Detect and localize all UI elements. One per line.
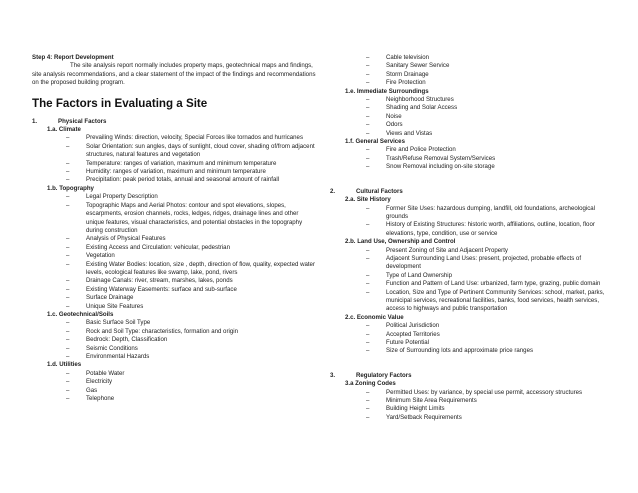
list-item [330,205,614,222]
list-item [330,130,614,138]
list-item [32,286,318,294]
general-services-list [330,146,614,171]
list-item-text: Bedrock: Depth, Classification [86,336,168,344]
list-item [32,294,318,302]
topography-list [32,193,318,311]
list-item [330,62,614,70]
list-item-text: Neighborhood Structures [386,96,454,104]
dash-bullet: – [66,193,70,201]
dash-bullet: – [366,154,370,162]
list-item-text: Present Zoning of Site and Adjacent Property [386,246,508,254]
utilities-list [32,370,318,404]
list-item-text: Noise [386,112,402,120]
dash-bullet: – [366,104,370,112]
list-item [330,121,614,129]
spacer [330,356,614,366]
list-item [330,146,614,154]
list-item-text: Political Jurisdiction [386,322,440,330]
dash-bullet: – [366,322,370,330]
list-item-text: Temperature: ranges of variation, maximum and minimum temperature [86,159,277,167]
list-item-text: Future Potential [386,339,430,346]
list-item [32,261,318,278]
list-item-text: Fire Protection [386,79,426,87]
dash-bullet: – [366,405,370,413]
list-item-text: Existing Water Bodies: location, size , depth, direction of flow, quality, expected water levels, ecological features like swamp, lake, pond, rivers [86,260,315,276]
site-history-list [330,205,614,239]
subsection-economic-value: 2.c. Economic Value [345,313,404,321]
dash-bullet: – [66,252,70,260]
list-item-text: Seismic Conditions [86,344,138,352]
list-item-text: Prevailing Winds: direction, velocity, Special Forces like tornados and hurricanes [86,134,303,142]
dash-bullet: – [366,54,370,61]
dash-bullet: – [366,271,370,279]
dash-bullet: – [366,347,370,355]
list-item [32,202,318,236]
list-item-text: Unique Site Features [86,302,144,310]
dash-bullet: – [66,319,70,327]
economic-list [330,322,614,356]
dash-bullet: – [66,302,70,310]
dash-bullet: – [366,163,370,171]
list-item [330,54,614,62]
list-item [330,322,614,330]
dash-bullet: – [66,134,70,142]
list-item [32,370,318,378]
dash-bullet: – [66,336,70,344]
utilities-list-continued [330,54,614,88]
list-item-text: History of Existing Structures: historic worth, affiliations, outline, location, floor elevations, type, condition, use or service [386,221,595,237]
list-item-text: Accepted Territories [386,330,440,338]
list-item [32,143,318,160]
list-item-text: Surface Drainage [86,294,134,302]
list-item [330,272,614,280]
dash-bullet: – [366,246,370,254]
dash-bullet: – [366,288,370,296]
climate-list [32,134,318,184]
list-item [32,176,318,184]
section-label: Physical Factors [58,117,107,125]
list-item [32,328,318,336]
list-item-text: Topographic Maps and Aerial Photos: contour and spot elevations, slopes, escarpments, erosion channels, rocks, ledges, ridges, drainage lines and other unique features, visual characteristics, and potential obstacles in the topography during construction [86,201,303,234]
list-item-text: Snow Removal including on-site storage [386,163,495,171]
list-item-text: Solar Orientation: sun angles, days of sunlight, cloud cover, shading of/from adjacent structures, natural features and vegetation [86,142,315,159]
list-item [330,71,614,79]
list-item-text: Telephone [86,395,115,403]
section-cultural [330,188,614,196]
section-regulatory [330,372,614,380]
subsection-zoning: 3.a Zoning Codes [345,380,396,388]
step4-body: The site analysis report normally includes property maps, geotechnical maps and findings, site analysis recommendations, and a clear statement of the impact of the findings and recommendations on the proposed building program. [32,62,316,87]
list-item-text: Rock and Soil Type: characteristics, formation and origin [86,327,238,335]
dash-bullet: – [66,176,70,184]
dash-bullet: – [366,129,370,137]
document-title: The Factors in Evaluating a Site [32,96,208,110]
list-item-text: Size of Surrounding lots and approximate price ranges [386,347,534,355]
list-item-text: Humidity: ranges of variation, maximum and minimum temperature [86,168,266,176]
dash-bullet: – [66,168,70,176]
list-item-text: Environmental Hazards [86,353,150,360]
dash-bullet: – [66,243,70,251]
list-item [32,395,318,403]
list-item [330,163,614,171]
dash-bullet: – [66,277,70,285]
subsection-topography: 1.b. Topography [47,184,94,192]
dash-bullet: – [366,388,370,396]
list-item-text: Type of Land Ownership [386,271,453,279]
list-item-text: Precipitation: peak period totals, annual and seasonal amount of rainfall [86,176,280,184]
dash-bullet: – [66,378,70,386]
list-item [32,319,318,327]
list-item-text: Existing Access and Circulation: vehicular, pedestrian [86,243,230,251]
dash-bullet: – [66,142,70,150]
dash-bullet: – [66,159,70,167]
list-item-text: Potable Water [86,369,125,377]
list-item [32,244,318,252]
list-item-text: Sanitary Sewer Service [386,62,450,70]
list-item [330,414,614,422]
list-item [32,160,318,168]
list-item-text: Location, Size and Type of Pertinent Community Services: school, market, parks, municipal services, recreational facilities, banks, food services, health services, access to highways and public transportation [386,288,605,313]
dash-bullet: – [66,294,70,302]
dash-bullet: – [366,254,370,262]
dash-bullet: – [66,386,70,394]
right-column [330,54,614,422]
list-item [330,389,614,397]
list-item-text: Vegetation [86,252,115,260]
list-item-text: Odors [386,121,403,129]
dash-bullet: – [66,285,70,293]
list-item [32,193,318,201]
list-item-text: Function and Pattern of Land Use: urbanized, farm type, grazing, public domain [386,280,601,288]
section-number: 3. [330,371,336,379]
dash-bullet: – [366,339,370,346]
surroundings-list [330,96,614,138]
land-use-list [330,247,614,314]
dash-bullet: – [66,260,70,268]
list-item-text: Cable television [386,54,430,61]
geotechnical-list [32,319,318,361]
list-item [32,235,318,243]
list-item [330,397,614,405]
list-item-text: Trash/Refuse Removal System/Services [386,154,496,162]
list-item-text: Building Height Limits [386,405,445,413]
subsection-site-history: 2.a. Site History [345,196,391,204]
subsection-climate: 1.a. Climate [47,126,81,134]
section-number: 2. [330,187,336,195]
section-label: Cultural Factors [356,187,403,195]
dash-bullet: – [366,96,370,104]
dash-bullet: – [366,413,370,421]
list-item-text: Adjacent Surrounding Land Uses: present, projected, probable effects of development [386,254,582,271]
dash-bullet: – [366,280,370,288]
list-item-text: Shading and Solar Access [386,104,458,112]
dash-bullet: – [366,397,370,405]
list-item [32,303,318,311]
list-item-text: Minimum Site Area Requirements [386,397,477,405]
list-item [32,277,318,285]
list-item [330,96,614,104]
list-item [330,155,614,163]
list-item-text: Electricity [86,378,113,386]
dash-bullet: – [366,121,370,129]
list-item [32,345,318,353]
list-item [330,280,614,288]
subsection-geotechnical: 1.c. Geotechnical/Soils [47,310,114,318]
list-item-text: Analysis of Physical Features [86,235,166,243]
dash-bullet: – [66,353,70,360]
subsection-general-services: 1.f. General Services [345,138,405,146]
dash-bullet: – [66,235,70,243]
dash-bullet: – [366,221,370,229]
list-item [32,387,318,395]
list-item [330,113,614,121]
dash-bullet: – [66,201,70,209]
list-item [32,378,318,386]
subsection-utilities: 1.d. Utilities [47,361,82,369]
list-item-text: Permitted Uses: by variance, by special use permit, accessory structures [386,388,583,396]
list-item-text: Storm Drainage [386,70,429,78]
zoning-list [330,389,614,423]
list-item-text: Fire and Police Protection [386,146,456,154]
step4-heading: Step 4: Report Development [32,54,114,61]
list-item-text: Existing Waterway Easements: surface and sub-surface [86,285,237,293]
list-item [330,405,614,413]
list-item [330,331,614,339]
dash-bullet: – [66,327,70,335]
dash-bullet: – [366,112,370,120]
list-item [330,79,614,87]
section-physical [32,118,318,126]
list-item [32,168,318,176]
dash-bullet: – [366,146,370,154]
list-item [330,255,614,272]
list-item-text: Yard/Setback Requirements [386,413,462,421]
dash-bullet: – [366,79,370,87]
dash-bullet: – [366,62,370,70]
dash-bullet: – [66,395,70,403]
list-item-text: Gas [86,386,98,394]
section-number: 1. [32,117,38,125]
list-item [330,104,614,112]
list-item [32,336,318,344]
spacer [330,172,614,182]
dash-bullet: – [366,70,370,78]
list-item-text: Former Site Uses: hazardous dumping, landfill, old foundations, archeological grounds [386,204,595,220]
left-column [32,54,318,403]
dash-bullet: – [66,344,70,352]
dash-bullet: – [366,330,370,338]
subsection-surroundings: 1.e. Immediate Surroundings [345,87,429,95]
section-label: Regulatory Factors [356,371,412,379]
list-item-text: Legal Property Description [86,193,158,201]
subsection-land-use: 2.b. Land Use, Ownership and Control [345,238,456,246]
list-item-text: Views and Vistas [386,129,433,137]
list-item [32,353,318,361]
list-item [330,247,614,255]
list-item [330,289,614,314]
list-item [32,134,318,142]
list-item [330,221,614,238]
list-item-text: Basic Surface Soil Type [86,319,151,327]
dash-bullet: – [366,204,370,212]
list-item-text: Drainage Canals: river, stream, marshes, lakes, ponds [86,277,233,285]
list-item [32,252,318,260]
dash-bullet: – [66,369,70,377]
list-item [330,339,614,347]
list-item [330,347,614,355]
